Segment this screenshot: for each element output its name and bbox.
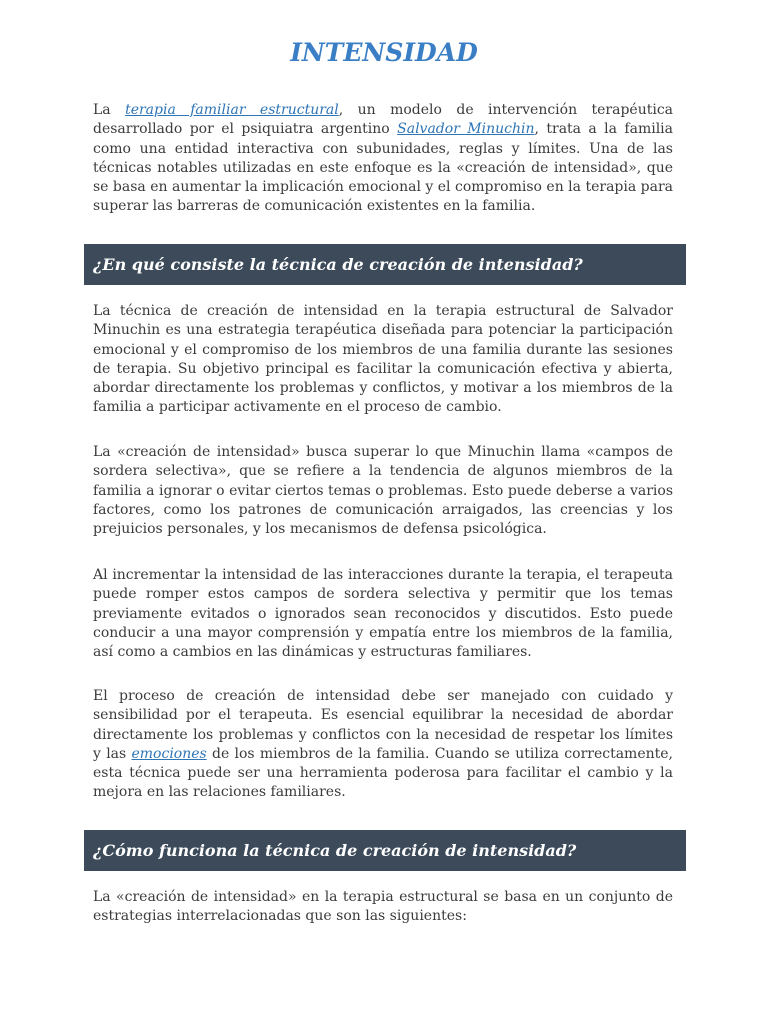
intro-text-1: La bbox=[93, 102, 126, 118]
section1-paragraph-3: Al incrementar la intensidad de las interacciones durante la terapia, el terapeuta puede romper estos campos de sordera selectiva y permitir que los temas previamente evitados o ignorados sean reconocidos y discutidos. Esto puede conducir a una mayor comprensión y empatía entre los miembros de la familia, así como a cambios en las dinámicas y estructuras familiares. bbox=[93, 567, 673, 661]
section-heading-banner-1 bbox=[84, 244, 686, 285]
intro-paragraph bbox=[93, 101, 673, 217]
link-salvador-minuchin[interactable]: Salvador Minuchin bbox=[397, 121, 535, 138]
p4-text-2: de los miembros de la familia. Cuando se utiliza correctamente, esta técnica puede ser una herramienta poderosa para facilitar el cambio y la mejora en las relaciones familiares. bbox=[93, 745, 673, 801]
section2-paragraph-1: La «creación de intensidad» en la terapia estructural se basa en un conjunto de estrategias interrelacionadas que son las siguientes: bbox=[93, 889, 673, 925]
section1-paragraph-1: La técnica de creación de intensidad en la terapia estructural de Salvador Minuchin es una estrategia terapéutica diseñada para potenciar la participación emocional y el compromiso de los miembros de una familia durante las sesiones de terapia. Su objetivo principal es facilitar la comunicación efectiva y abierta, abordar directamente los problemas y conflictos, y motivar a los miembros de la familia a participar activamente en el proceso de cambio. bbox=[93, 303, 673, 416]
section-heading-banner-2 bbox=[84, 830, 686, 871]
section-heading-2: ¿Cómo funciona la técnica de creación de intensidad? bbox=[93, 841, 577, 860]
section1-paragraph-2: La «creación de intensidad» busca superar lo que Minuchin llama «campos de sordera selectiva», que se refiere a la tendencia de algunos miembros de la familia a ignorar o evitar ciertos temas o problemas. Esto puede deberse a varios factores, como los patrones de comunicación arraigados, las creencias y los prejuicios personales, y los mecanismos de defensa psicológica. bbox=[93, 444, 673, 538]
page-title: INTENSIDAD bbox=[290, 38, 478, 67]
link-terapia-familiar-estructural[interactable]: terapia familiar estructural bbox=[125, 102, 339, 118]
intro-text-2: , un modelo de intervención terapéutica desarrollado por el psiquiatra argentino bbox=[93, 102, 674, 138]
section1-paragraph-4 bbox=[93, 687, 673, 803]
link-emociones[interactable]: emociones bbox=[131, 745, 207, 762]
intro-text-3: , trata a la familia como una entidad interactiva con subunidades, reglas y límites. Una de las técnicas notables utilizadas en este enfoque es la «creación de intensidad», que se basa en aumentar la implicación emocional y el compromiso en la terapia para superar las barreras de comunicación existentes en la familia. bbox=[93, 121, 674, 215]
section-heading-1: ¿En qué consiste la técnica de creación de intensidad? bbox=[93, 255, 583, 274]
p4-text-1: El proceso de creación de intensidad debe ser manejado con cuidado y sensibilidad por el terapeuta. Es esencial equilibrar la necesidad de abordar directamente los problemas y conflictos con la necesidad de respetar los límites y las bbox=[93, 688, 673, 762]
